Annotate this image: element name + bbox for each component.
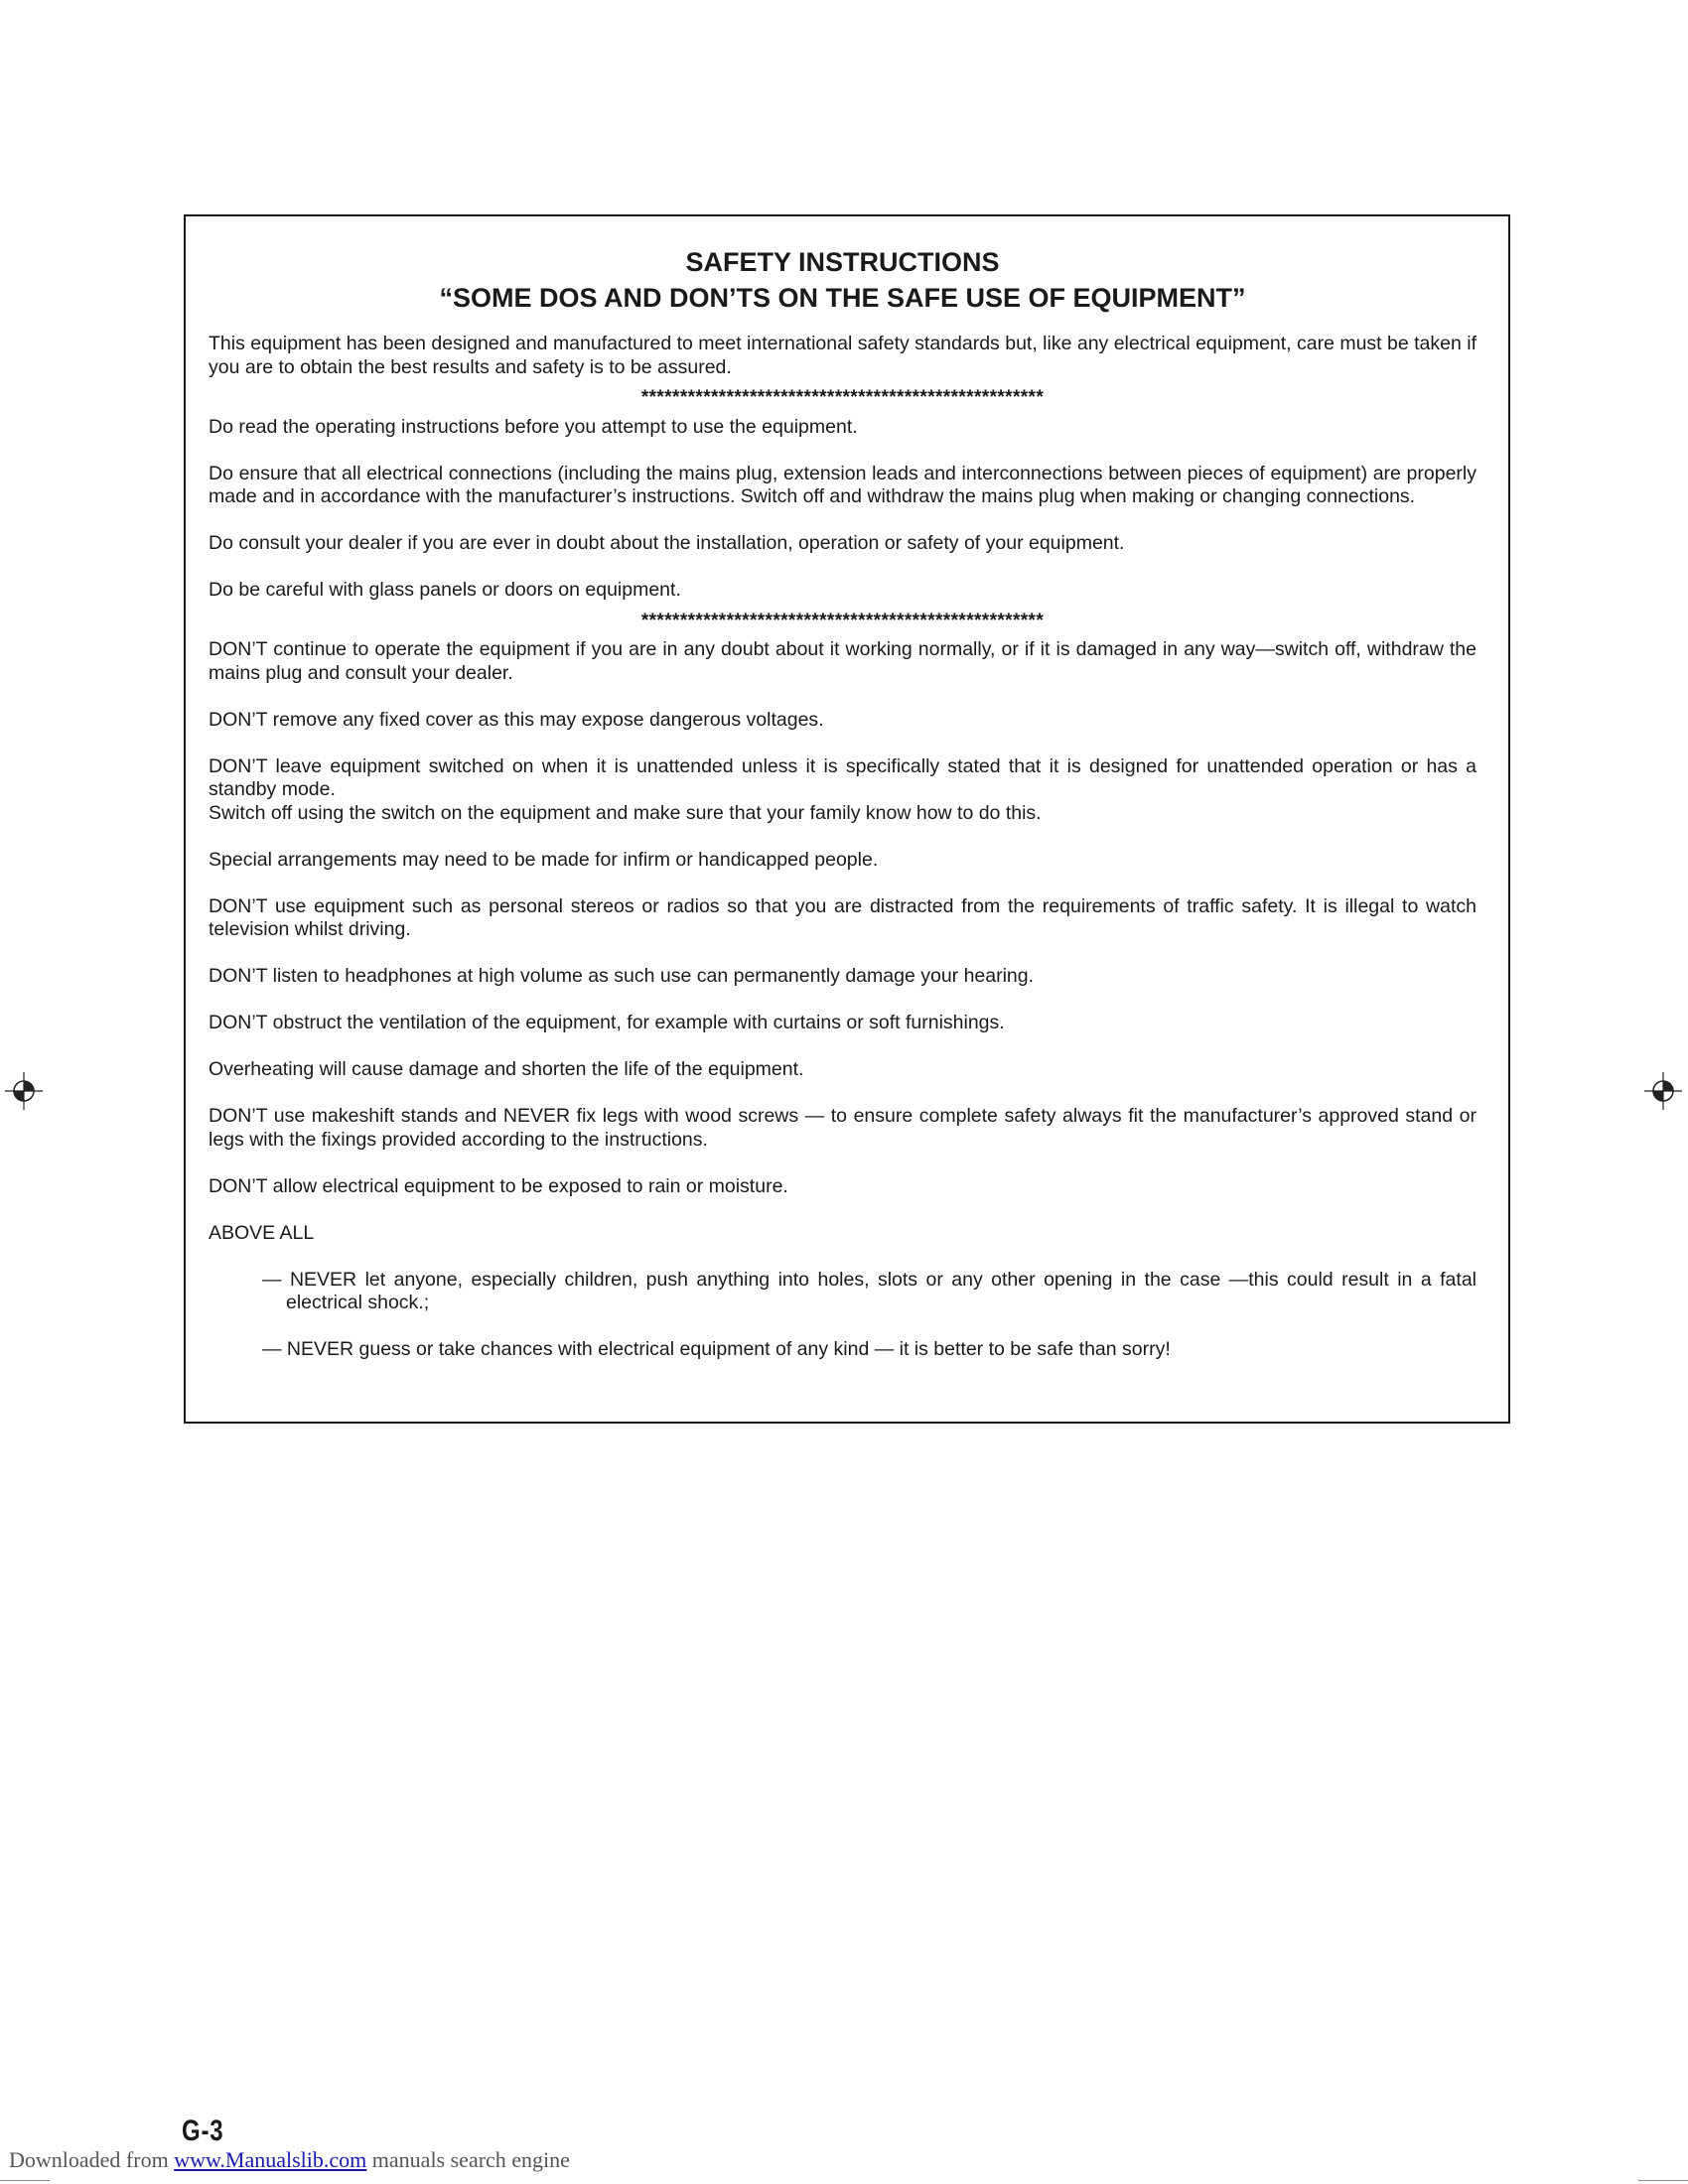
separator: **************************************************** (640, 387, 1045, 408)
never-item: — NEVER guess or take chances with electrical equipment of any kind — it is better to be safe than sorry! (262, 1338, 1171, 1360)
registration-mark-icon (5, 1072, 43, 1110)
donts-item: DON’T use equipment such as personal stereos or radios so that you are distracted from the requirements of traffic safety. It is illegal to watch television whilst driving. (209, 894, 1477, 940)
donts-item: DON’T leave equipment switched on when it is unattended unless it is specifically stated that it is designed for unattended operation or has a standby mode. (209, 754, 1477, 800)
donts-item-continuation: Switch off using the switch on the equipment and make sure that your family know how to do this. (209, 801, 1042, 824)
donts-item: Overheating will cause damage and shorten the life of the equipment. (209, 1058, 804, 1080)
donts-item: Special arrangements may need to be made for infirm or handicapped people. (209, 848, 879, 871)
above-all-heading: ABOVE ALL (209, 1221, 315, 1244)
download-footer (9, 2147, 570, 2173)
registration-mark-icon (1644, 1072, 1682, 1110)
footer-rule-left (0, 2180, 50, 2181)
page-number: G-3 (182, 2115, 224, 2147)
dos-item: Do read the operating instructions before you attempt to use the equipment. (209, 415, 858, 438)
footer-prefix: Downloaded from (9, 2147, 175, 2172)
dos-item: Do consult your dealer if you are ever in doubt about the installation, operation or safety of your equipment. (209, 532, 1125, 554)
separator: **************************************************** (640, 610, 1045, 631)
safety-instructions-box (184, 214, 1510, 1424)
intro-paragraph: This equipment has been designed and manufactured to meet international safety standards but, like any electrical equipment, care must be taken if you are to obtain the best results and safety is to be assured. (209, 333, 1477, 378)
dos-item: Do be careful with glass panels or doors on equipment. (209, 579, 681, 601)
donts-item: DON’T remove any fixed cover as this may expose dangerous voltages. (209, 708, 824, 731)
donts-item: DON’T obstruct the ventilation of the equipment, for example with curtains or soft furnishings. (209, 1012, 1005, 1033)
document-subtitle: “SOME DOS AND DON’TS ON THE SAFE USE OF EQUIPMENT” (439, 283, 1246, 313)
donts-item: DON’T use makeshift stands and NEVER fix legs with wood screws — to ensure complete safety always fit the manufacturer’s approved stand or legs with the fixings provided according to the instructions. (209, 1105, 1477, 1151)
dos-item: Do ensure that all electrical connections (including the mains plug, extension leads and interconnections between pieces of equipment) are properly made and in accordance with the manufacturer’s instructions. Switch off and withdraw the mains plug when making or changing connections. (209, 462, 1477, 507)
footer-suffix: manuals search engine (366, 2147, 570, 2172)
donts-item: DON’T listen to headphones at high volume as such use can permanently damage your hearing. (209, 965, 1035, 987)
document-title: SAFETY INSTRUCTIONS (685, 247, 1000, 277)
footer-rule-right (1638, 2180, 1688, 2181)
manualslib-link[interactable]: www.Manualslib.com (174, 2147, 367, 2172)
donts-item: DON’T continue to operate the equipment if you are in any doubt about it working normally, or if it is damaged in any way—switch off, withdraw the mains plug and consult your dealer. (209, 638, 1477, 684)
donts-item: DON’T allow electrical equipment to be exposed to rain or moisture. (209, 1174, 788, 1197)
never-item: — NEVER let anyone, especially children, push anything into holes, slots or any other opening in the case —this could result in a fatal electrical shock.; (262, 1268, 1477, 1313)
